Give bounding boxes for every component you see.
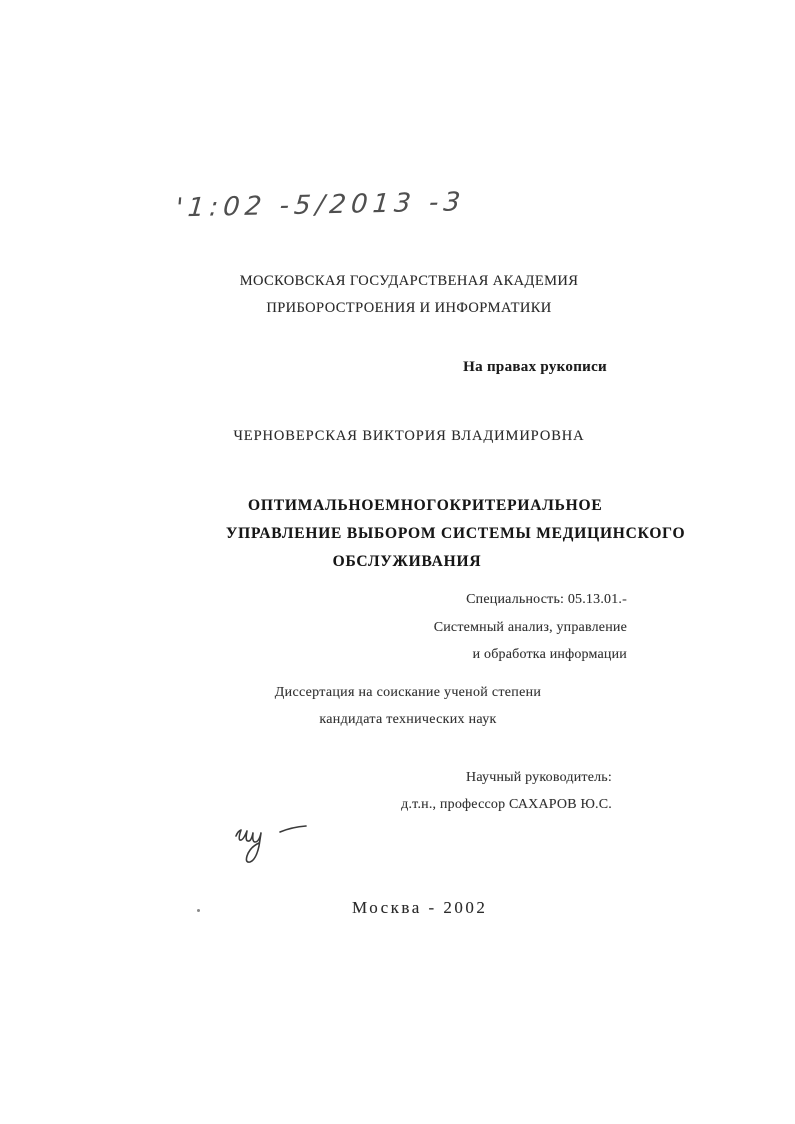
supervisor-block xyxy=(401,764,612,818)
signature-scribble xyxy=(222,822,332,878)
dissertation-title xyxy=(226,492,686,576)
signature-scribble-icon xyxy=(222,822,332,878)
supervisor-label: Научный руководитель: xyxy=(466,770,612,785)
author-name: ЧЕРНОВЕРСКАЯ ВИКТОРИЯ ВЛАДИМИРОВНА xyxy=(233,428,585,444)
specialty-block xyxy=(434,586,627,669)
degree-statement-line-2: кандидата технических наук xyxy=(319,712,497,727)
degree-statement xyxy=(0,679,795,733)
handwritten-call-number: '1:02 -5/2013 -3 xyxy=(174,187,467,224)
manuscript-rights-note: На правах рукописи xyxy=(463,359,607,375)
institution-line-2: ПРИБОРОСТРОЕНИЯ И ИНФОРМАТИКИ xyxy=(266,300,552,316)
degree-statement-line-1: Диссертация на соискание ученой степени xyxy=(274,685,542,700)
institution-name xyxy=(0,268,795,322)
specialty-name-line-2: и обработка информации xyxy=(472,647,627,662)
supervisor-name: д.т.н., профессор САХАРОВ Ю.С. xyxy=(401,797,612,812)
specialty-code: Специальность: 05.13.01.- xyxy=(466,592,627,607)
title-line-2: УПРАВЛЕНИЕ ВЫБОРОМ СИСТЕМЫ МЕДИЦИНСКОГО xyxy=(226,525,686,542)
city-year: Москва - 2002 xyxy=(352,898,488,917)
institution-line-1: МОСКОВСКАЯ ГОСУДАРСТВЕНАЯ АКАДЕМИЯ xyxy=(239,273,579,289)
specialty-name-line-1: Системный анализ, управление xyxy=(433,619,627,635)
title-line-3: ОБСЛУЖИВАНИЯ xyxy=(332,553,482,570)
title-word-optimal: ОПТИМАЛЬНОЕ xyxy=(248,497,386,514)
title-word-multicriteria: МНОГОКРИТЕРИАЛЬНОЕ xyxy=(385,497,603,514)
title-line-1 xyxy=(226,492,603,520)
scan-speck-icon xyxy=(197,909,200,912)
